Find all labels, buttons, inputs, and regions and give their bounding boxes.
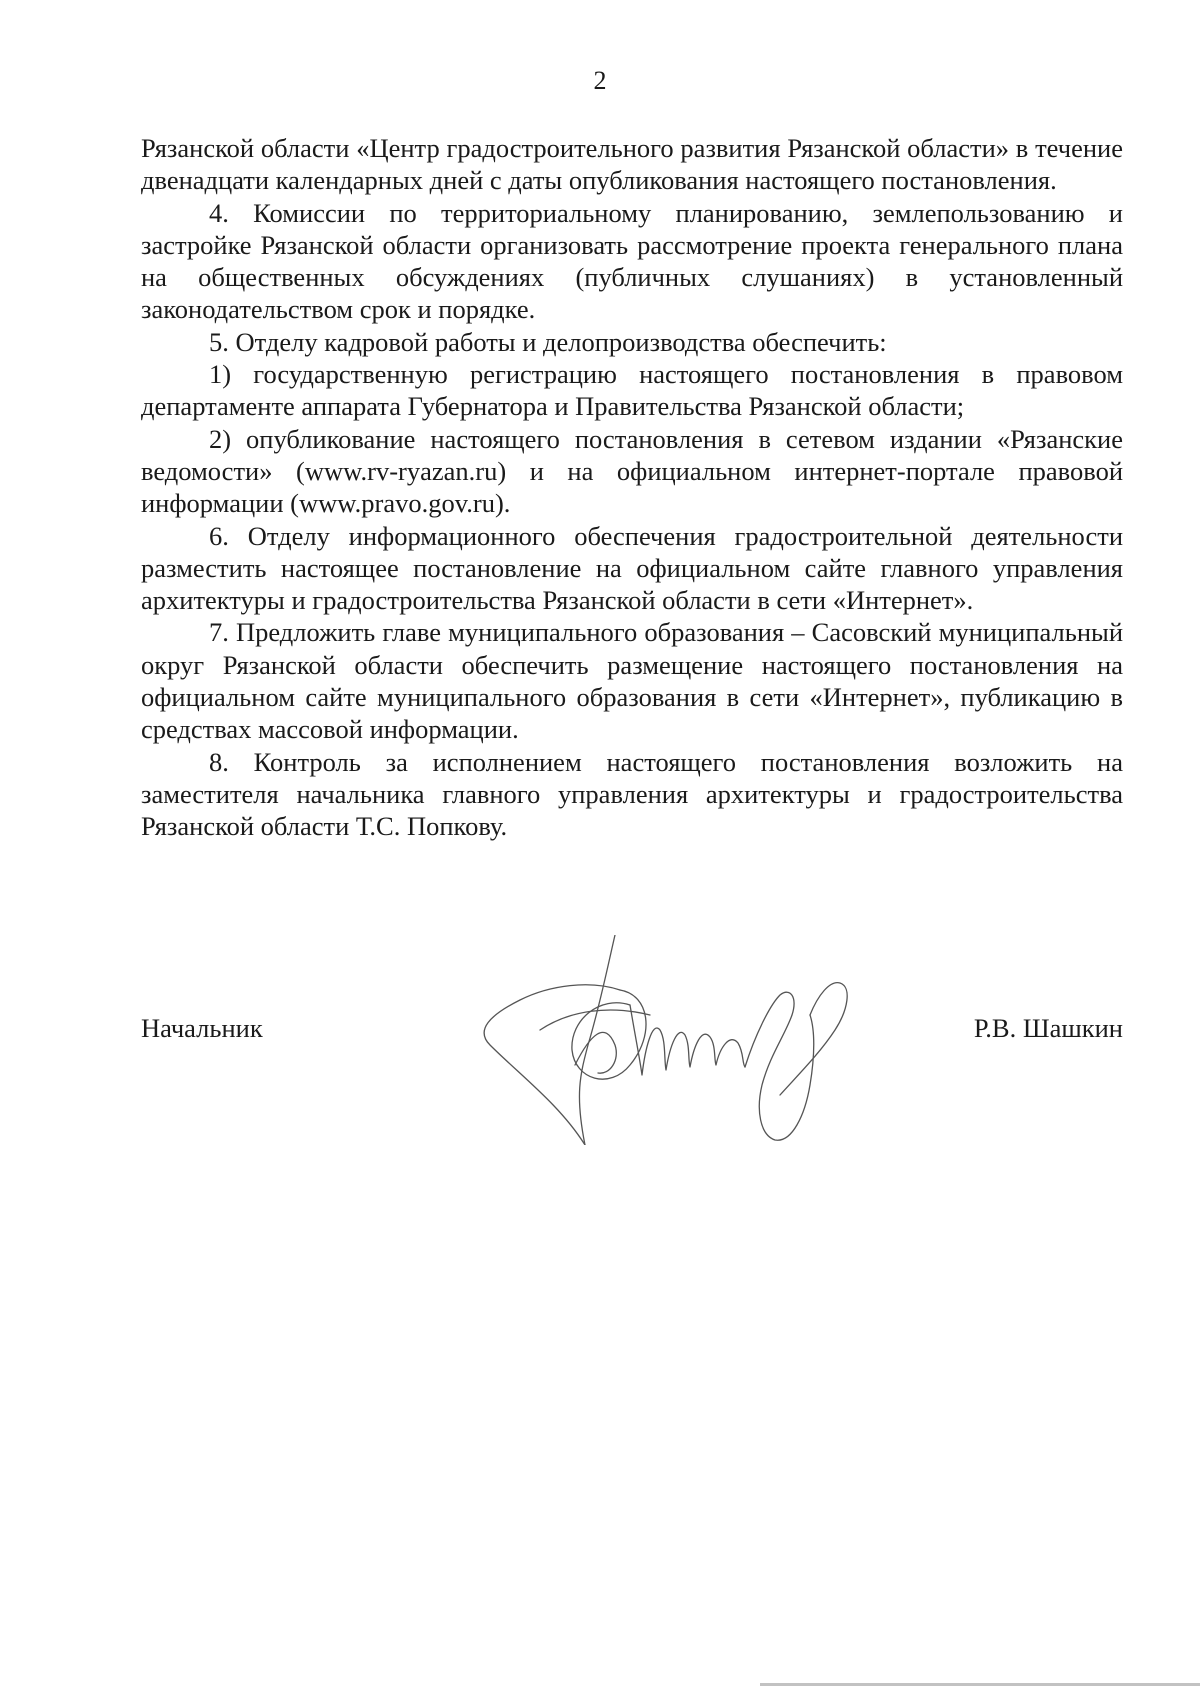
signer-position: Начальник	[141, 1013, 263, 1043]
paragraph-item-8: 8. Контроль за исполнением настоящего постановления возложить на заместителя начальника главного управления архитектуры и градостроительства Рязанской области Т.С. Попкову.	[141, 746, 1123, 842]
paragraph-continuation: Рязанской области «Центр градостроительного развития Рязанской области» в течение двенадцати календарных дней с даты опубликования настоящего постановления.	[141, 133, 1123, 196]
paragraph-item-6: 6. Отделу информационного обеспечения градостроительной деятельности разместить настоящее постановление на официальном сайте главного управления архитектуры и градостроительства Рязанской области в сети «Интернет».	[141, 520, 1123, 616]
document-body	[141, 132, 1123, 843]
paragraph-item-5: 5. Отделу кадровой работы и делопроизводства обеспечить:	[209, 326, 887, 357]
paragraph-item-7: 7. Предложить главе муниципального образования – Сасовский муниципальный округ Рязанской области обеспечить размещение настоящего постановления на официальном сайте муниципального образования в сети «Интернет», публикацию в средствах массовой информации.	[141, 617, 1123, 745]
paragraph-item-4: 4. Комиссии по территориальному планированию, землепользованию и застройке Рязанской области организовать рассмотрение проекта генерального плана на общественных обсуждениях (публичных слушаниях) в установленный законодательством срок и порядке.	[141, 197, 1123, 325]
paragraph-subitem-1: 1) государственную регистрацию настоящего постановления в правовом департаменте аппарата Губернатора и Правительства Рязанской области;	[141, 359, 1123, 422]
page-number: 2	[593, 66, 607, 95]
signer-name: Р.В. Шашкин	[973, 1013, 1123, 1043]
handwritten-signature	[480, 935, 860, 1145]
paragraph-subitem-2: 2) опубликование настоящего постановления в сетевом издании «Рязанские ведомости» (www.rv-ryazan.ru) и на официальном интернет-портале правовой информации (www.pravo.gov.ru).	[141, 423, 1123, 519]
scan-edge-artifact	[760, 1683, 1200, 1686]
